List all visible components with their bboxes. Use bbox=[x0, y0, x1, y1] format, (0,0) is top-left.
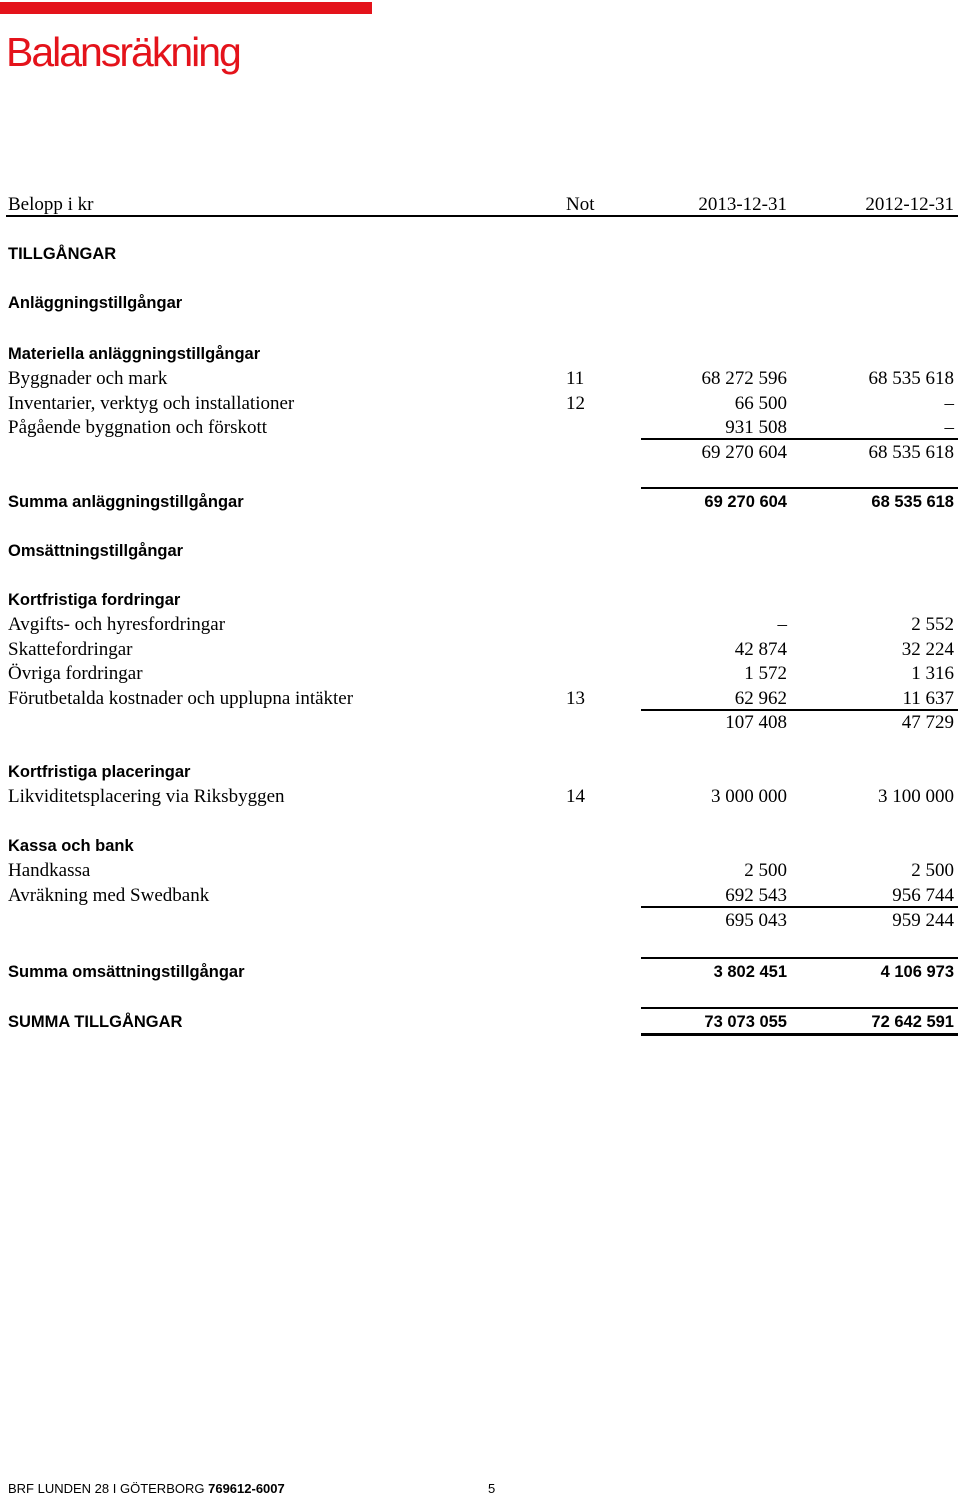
section-heading bbox=[0, 588, 960, 612]
row-value-2012: 3 100 000 bbox=[878, 786, 954, 807]
section-tillgangar: TILLGÅNGAR bbox=[8, 245, 117, 263]
row-value-2013: – bbox=[777, 614, 787, 635]
header-rule bbox=[6, 215, 958, 217]
footer-org-number: 769612-6007 bbox=[208, 1481, 285, 1496]
row-note: 14 bbox=[566, 786, 585, 807]
subtotal-2012: 47 729 bbox=[901, 712, 954, 733]
row-value-2013: 66 500 bbox=[734, 393, 787, 414]
row-value-2012: – bbox=[944, 393, 954, 414]
section-kassa-och-bank: Kassa och bank bbox=[8, 837, 134, 855]
total-2012: 4 106 973 bbox=[880, 963, 954, 981]
total-2013: 69 270 604 bbox=[704, 493, 787, 511]
section-kortfristiga-fordringar: Kortfristiga fordringar bbox=[8, 591, 181, 609]
row-value-2013: 68 272 596 bbox=[701, 368, 787, 389]
title-accent-bar bbox=[0, 2, 372, 14]
subtotal-2013: 107 408 bbox=[725, 712, 787, 733]
section-heading bbox=[0, 291, 960, 315]
table-row bbox=[0, 613, 960, 637]
row-value-2012: 68 535 618 bbox=[868, 368, 954, 389]
table-row bbox=[0, 638, 960, 662]
row-value-2012: 2 500 bbox=[911, 860, 954, 881]
row-value-2012: 2 552 bbox=[911, 614, 954, 635]
row-value-2012: 1 316 bbox=[911, 663, 954, 684]
header-col-2013: 2013-12-31 bbox=[698, 194, 787, 215]
grand-total-2012: 72 642 591 bbox=[871, 1013, 954, 1031]
row-value-2013: 2 500 bbox=[744, 860, 787, 881]
header-col-2012: 2012-12-31 bbox=[865, 194, 954, 215]
table-row bbox=[0, 416, 960, 440]
row-label: Avgifts- och hyresfordringar bbox=[8, 614, 226, 635]
row-label: Övriga fordringar bbox=[8, 663, 143, 684]
subtotal-row bbox=[0, 711, 960, 735]
subtotal-rule bbox=[641, 438, 958, 440]
row-note: 11 bbox=[566, 368, 585, 389]
section-anlaggning: Anläggningstillgångar bbox=[8, 294, 183, 312]
table-row bbox=[0, 662, 960, 686]
grand-total-underline bbox=[641, 1033, 958, 1036]
row-label: Pågående byggnation och förskott bbox=[8, 417, 268, 438]
footer-org bbox=[8, 1481, 285, 1496]
row-label: Handkassa bbox=[8, 860, 91, 881]
table-row bbox=[0, 687, 960, 711]
row-label: Inventarier, verktyg och installationer bbox=[8, 393, 295, 414]
footer-page-number: 5 bbox=[488, 1481, 496, 1496]
total-label: Summa anläggningstillgångar bbox=[8, 493, 244, 511]
total-rule bbox=[641, 487, 958, 489]
subtotal-2013: 695 043 bbox=[725, 910, 787, 931]
row-value-2012: 956 744 bbox=[892, 885, 954, 906]
subtotal-row bbox=[0, 909, 960, 933]
row-value-2012: 11 637 bbox=[902, 688, 954, 709]
row-value-2013: 692 543 bbox=[725, 885, 787, 906]
section-heading bbox=[0, 242, 960, 266]
page-title: Balansräkning bbox=[6, 29, 240, 75]
total-row bbox=[0, 490, 960, 514]
row-value-2012: 32 224 bbox=[901, 639, 954, 660]
row-value-2012: – bbox=[944, 417, 954, 438]
footer-org-name: BRF LUNDEN 28 I GÖTERBORG bbox=[8, 1481, 205, 1496]
grand-total-2013: 73 073 055 bbox=[704, 1013, 787, 1031]
section-heading bbox=[0, 539, 960, 563]
table-row bbox=[0, 367, 960, 391]
total-label: Summa omsättningstillgångar bbox=[8, 963, 245, 981]
section-heading bbox=[0, 834, 960, 858]
subtotal-2012: 68 535 618 bbox=[868, 442, 954, 463]
row-value-2013: 931 508 bbox=[725, 417, 787, 438]
header-label: Belopp i kr bbox=[8, 194, 94, 215]
section-heading bbox=[0, 342, 960, 366]
table-row bbox=[0, 859, 960, 883]
row-value-2013: 62 962 bbox=[734, 688, 787, 709]
table-row bbox=[0, 884, 960, 908]
table-row bbox=[0, 785, 960, 809]
total-2013: 3 802 451 bbox=[713, 963, 787, 981]
section-omsattning: Omsättningstillgångar bbox=[8, 542, 184, 560]
total-rule bbox=[641, 957, 958, 959]
row-label: Likviditetsplacering via Riksbyggen bbox=[8, 786, 285, 807]
row-label: Avräkning med Swedbank bbox=[8, 885, 210, 906]
row-note: 12 bbox=[566, 393, 585, 414]
subtotal-rule bbox=[641, 906, 958, 908]
grand-total-label: SUMMA TILLGÅNGAR bbox=[8, 1013, 183, 1031]
subtotal-2012: 959 244 bbox=[892, 910, 954, 931]
table-row bbox=[0, 392, 960, 416]
section-heading bbox=[0, 760, 960, 784]
section-kortfristiga-placeringar: Kortfristiga placeringar bbox=[8, 763, 191, 781]
subtotal-row bbox=[0, 441, 960, 465]
row-note: 13 bbox=[566, 688, 585, 709]
row-value-2013: 1 572 bbox=[744, 663, 787, 684]
subtotal-2013: 69 270 604 bbox=[701, 442, 787, 463]
row-label: Skattefordringar bbox=[8, 639, 133, 660]
total-2012: 68 535 618 bbox=[871, 493, 954, 511]
row-label: Byggnader och mark bbox=[8, 368, 168, 389]
table-header bbox=[0, 193, 960, 217]
header-note: Not bbox=[566, 194, 595, 215]
grand-total-row bbox=[0, 1010, 960, 1034]
row-label: Förutbetalda kostnader och upplupna intäkter bbox=[8, 688, 354, 709]
section-materiella: Materiella anläggningstillgångar bbox=[8, 345, 261, 363]
total-row bbox=[0, 960, 960, 984]
row-value-2013: 3 000 000 bbox=[711, 786, 787, 807]
grand-total-rule bbox=[641, 1007, 958, 1009]
row-value-2013: 42 874 bbox=[734, 639, 787, 660]
